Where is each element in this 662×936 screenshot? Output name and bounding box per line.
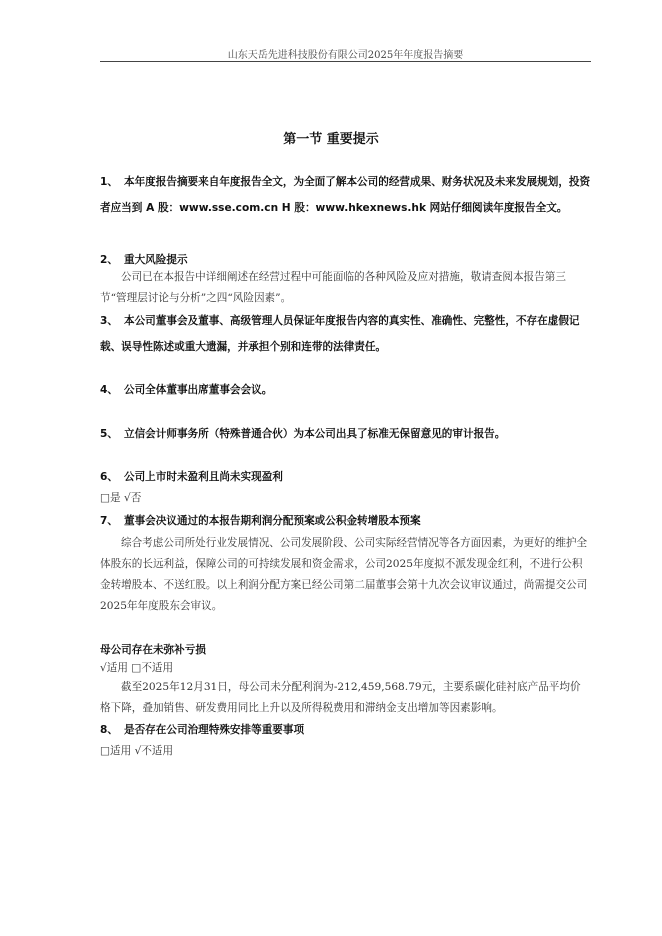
item-2-heading xyxy=(100,252,591,267)
item-2-body: 公司已在本报告中详细阐述在经营过程中可能面临的各种风险及应对措施，敬请查阅本报告第三节“管理层讨论与分析”之四“风险因素”。 xyxy=(100,271,566,304)
item-6-title: 公司上市时未盈利且尚未实现盈利 xyxy=(124,471,283,483)
item-6-heading xyxy=(100,469,591,484)
item-2-title: 重大风险提示 xyxy=(124,254,188,266)
item-7-title: 董事会决议通过的本报告期利润分配预案或公积金转增股本预案 xyxy=(124,515,421,527)
item-5-text: 立信会计师事务所（特殊普通合伙）为本公司出具了标准无保留意见的审计报告。 xyxy=(124,428,506,440)
item-3-text: 本公司董事会及董事、高级管理人员保证年度报告内容的真实性、准确性、完整性，不存在虚假记载、误导性陈述或重大遗漏，并承担个别和连带的法律责任。 xyxy=(100,315,580,353)
loss-options: √适用 □不适用 xyxy=(100,662,174,674)
item-2-number: 2、 xyxy=(100,254,118,266)
loss-heading: 母公司存在未弥补亏损 xyxy=(100,644,206,656)
section-title: 第一节 重要提示 xyxy=(283,132,379,147)
item-1 xyxy=(100,169,591,221)
loss-body: 截至2025年12月31日，母公司未分配利润为-212,459,568.79元，主要系碳化硅衬底产品平均价格下降，叠加销售、研发费用同比上升以及所得税费用和滞纳金支出增加等因素影响。 xyxy=(100,681,581,714)
item-7-number: 7、 xyxy=(100,515,118,527)
page-header: 山东天岳先进科技股份有限公司2025年年度报告摘要 xyxy=(227,50,464,61)
item-5-number: 5、 xyxy=(100,428,118,440)
item-4-number: 4、 xyxy=(100,384,118,396)
item-8-heading xyxy=(100,722,591,737)
item-4-text: 公司全体董事出席董事会会议。 xyxy=(124,384,273,396)
item-5 xyxy=(100,426,591,441)
item-6-options: □是 √否 xyxy=(100,492,142,504)
item-7-body: 综合考虑公司所处行业发展情况、公司发展阶段、公司实际经营情况等各方面因素，为更好的维护全体股东的长远利益，保障公司的可持续发展和资金需求，公司2025年度拟不派发现金红利，不进行公积金转增股本、不送红股。以上利润分配方案已经公司第二届董事会第十九次会议审议通过，尚需提交公司2025年年度股东会审议。 xyxy=(100,537,588,612)
item-3 xyxy=(100,308,591,360)
item-3-number: 3、 xyxy=(100,315,118,327)
item-8-number: 8、 xyxy=(100,724,118,736)
item-4 xyxy=(100,382,591,397)
item-8-title: 是否存在公司治理特殊安排等重要事项 xyxy=(124,724,305,736)
item-1-number: 1、 xyxy=(100,176,118,188)
item-1-text: 本年度报告摘要来自年度报告全文，为全面了解本公司的经营成果、财务状况及未来发展规划，投资者应当到 A 股：www.sse.com.cn H 股：www.hkexnews.hk 网站仔细阅读年度报告全文。 xyxy=(100,176,591,214)
item-6-number: 6、 xyxy=(100,471,118,483)
header-divider xyxy=(100,61,591,62)
item-8-options: □适用 √不适用 xyxy=(100,745,174,757)
item-7-heading xyxy=(100,513,591,528)
